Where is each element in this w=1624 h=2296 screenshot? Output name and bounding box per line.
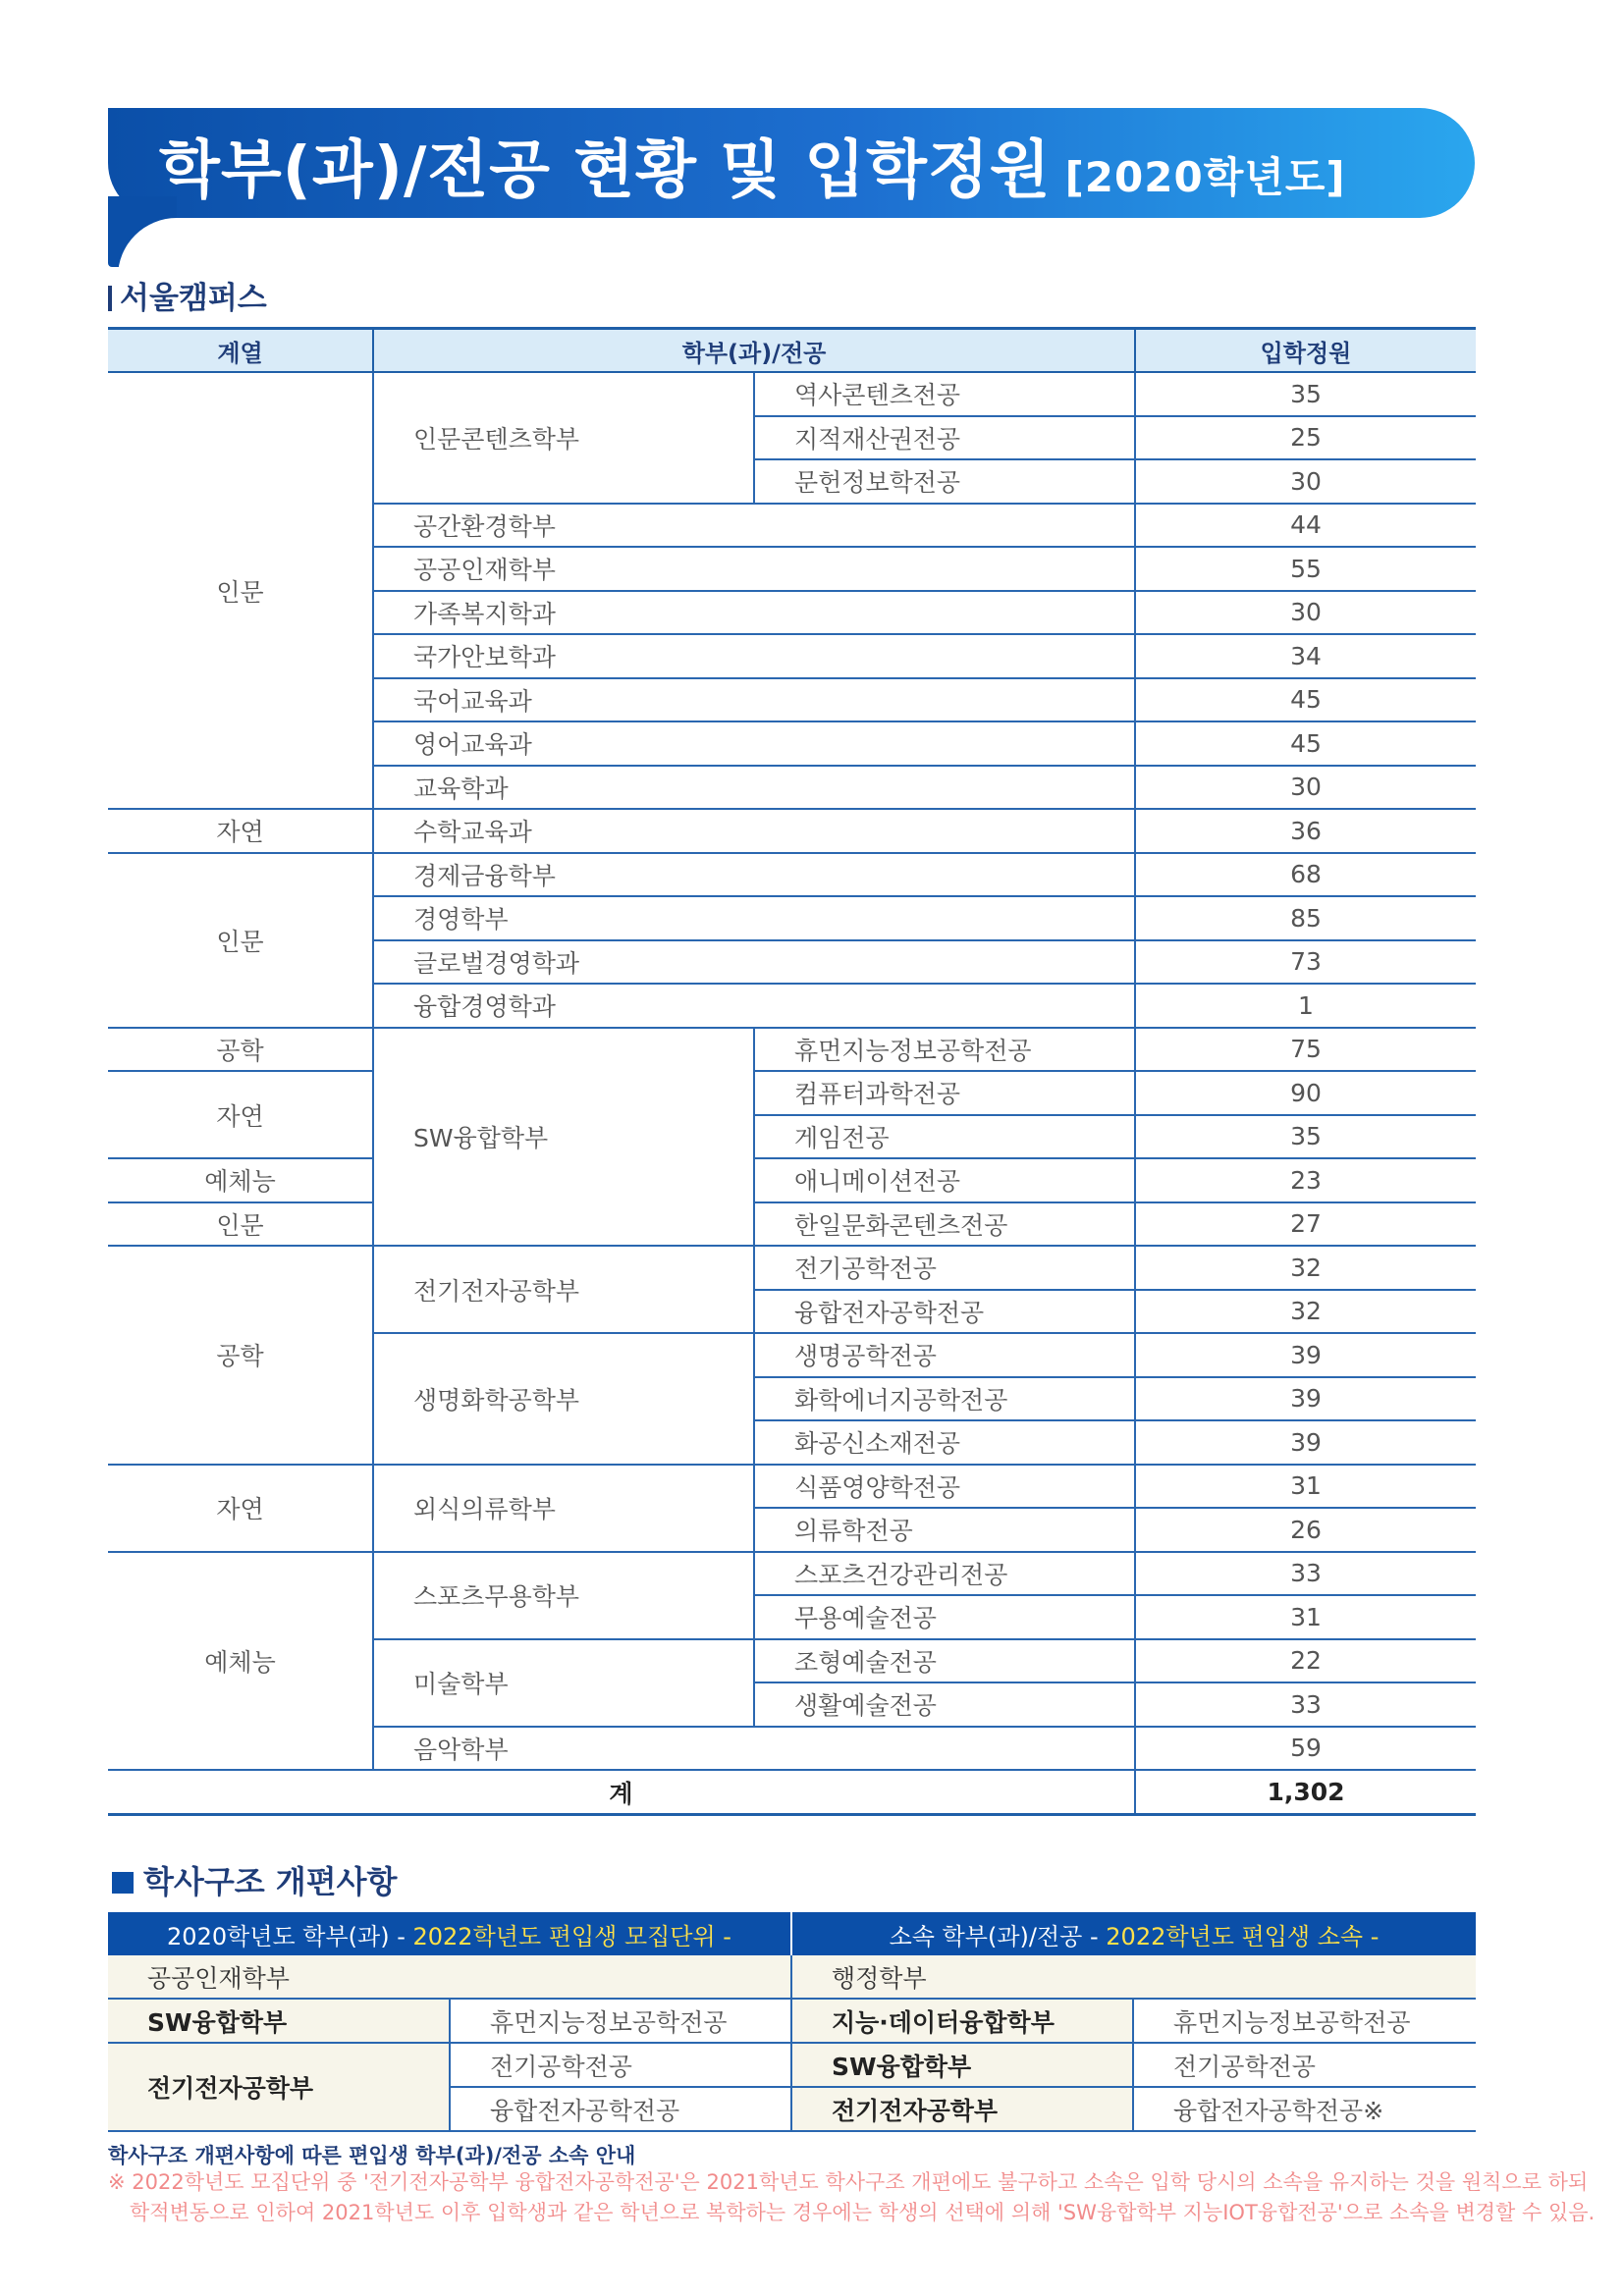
dept-cell: 글로벌경영학과: [373, 940, 1135, 985]
quota-cell: 31: [1135, 1465, 1476, 1509]
from-major-cell: 전기공학전공: [450, 2043, 791, 2087]
table-row: [108, 809, 1476, 853]
category-cell: 자연: [108, 1071, 373, 1158]
quota-cell: 30: [1135, 766, 1476, 810]
note-line: ※ 2022학년도 모집단위 중 '전기전자공학부 융합전자공학전공'은 2021학년도 학사구조 개편에도 불구하고 소속은 입학 당시의 소속을 유지하는 것을 원칙으로 하되: [108, 2170, 1589, 2194]
quota-cell: 85: [1135, 896, 1476, 940]
section-title-seoul: 서울캠퍼스: [108, 273, 267, 317]
dept-cell: 전기전자공학부: [373, 1246, 754, 1333]
to-dept-cell: SW융합학부: [791, 2043, 1133, 2087]
page-title-year: [2020학년도]: [1064, 153, 1346, 201]
table-row: [108, 1158, 1476, 1202]
reorg-header-to: 소속 학부(과)/전공 - 2022학년도 편입생 소속 -: [791, 1912, 1476, 1955]
section-title-reorg: 학사구조 개편사항: [112, 1857, 397, 1902]
category-cell: 인문: [108, 853, 373, 1028]
quota-cell: 39: [1135, 1333, 1476, 1377]
from-major-cell: 융합전자공학전공: [450, 2087, 791, 2131]
quota-cell: 44: [1135, 504, 1476, 548]
dept-cell: 공간환경학부: [373, 504, 1135, 548]
quota-cell: 45: [1135, 721, 1476, 766]
major-cell: 전기공학전공: [754, 1246, 1135, 1290]
to-dept-cell: 전기전자공학부: [791, 2087, 1133, 2131]
major-cell: 지적재산권전공: [754, 416, 1135, 460]
major-cell: 한일문화콘텐츠전공: [754, 1202, 1135, 1247]
dept-cell: 교육학과: [373, 766, 1135, 810]
dept-cell: 미술학부: [373, 1639, 754, 1727]
quota-cell: 26: [1135, 1508, 1476, 1552]
major-cell: 휴먼지능정보공학전공: [754, 1028, 1135, 1072]
table-row: [108, 372, 1476, 416]
table-row: [108, 1246, 1476, 1290]
square-bullet-icon: [112, 1872, 134, 1894]
dept-cell: 국어교육과: [373, 678, 1135, 722]
category-cell: 자연: [108, 809, 373, 853]
table-row: [108, 853, 1476, 897]
dept-cell: 국가안보학과: [373, 634, 1135, 678]
table-row: [108, 1465, 1476, 1509]
quota-cell: 90: [1135, 1071, 1476, 1115]
major-cell: 스포츠건강관리전공: [754, 1552, 1135, 1596]
table-row: [108, 1999, 1476, 2043]
major-cell: 융합전자공학전공: [754, 1290, 1135, 1334]
quota-cell: 23: [1135, 1158, 1476, 1202]
category-cell: 예체능: [108, 1158, 373, 1202]
reorg-header-from: 2020학년도 학부(과) - 2022학년도 편입생 모집단위 -: [108, 1912, 791, 1955]
quota-cell: 31: [1135, 1595, 1476, 1639]
major-cell: 애니메이션전공: [754, 1158, 1135, 1202]
dept-cell: 공공인재학부: [373, 547, 1135, 591]
category-cell: 공학: [108, 1028, 373, 1072]
quota-cell: 36: [1135, 809, 1476, 853]
quota-table: [108, 327, 1476, 1816]
to-major-cell: 융합전자공학전공※: [1133, 2087, 1476, 2131]
major-cell: 역사콘텐츠전공: [754, 372, 1135, 416]
to-major-cell: 휴먼지능정보공학전공: [1133, 1999, 1476, 2043]
page-title: 학부(과)/전공 현황 및 입학정원 [2020학년도]: [159, 134, 1346, 207]
quota-cell: 35: [1135, 1115, 1476, 1159]
table-header-row: [108, 329, 1476, 373]
quota-cell: 73: [1135, 940, 1476, 985]
to-major-cell: 전기공학전공: [1133, 2043, 1476, 2087]
category-cell: 예체능: [108, 1552, 373, 1771]
quota-cell: 25: [1135, 416, 1476, 460]
table-row: [108, 1028, 1476, 1072]
dept-cell: 경영학부: [373, 896, 1135, 940]
note-text: [108, 2167, 1596, 2228]
from-dept-cell: 전기전자공학부: [108, 2043, 450, 2131]
major-cell: 화학에너지공학전공: [754, 1377, 1135, 1421]
quota-cell: 27: [1135, 1202, 1476, 1247]
quota-cell: 30: [1135, 591, 1476, 635]
quota-cell: 55: [1135, 547, 1476, 591]
major-cell: 생활예술전공: [754, 1682, 1135, 1727]
quota-cell: 39: [1135, 1420, 1476, 1465]
category-cell: 공학: [108, 1246, 373, 1465]
from-dept-cell: 공공인재학부: [108, 1955, 791, 1999]
quota-cell: 30: [1135, 459, 1476, 504]
dept-cell: 생명화학공학부: [373, 1333, 754, 1465]
category-cell: 자연: [108, 1465, 373, 1552]
major-cell: 의류학전공: [754, 1508, 1135, 1552]
dept-cell: 융합경영학과: [373, 984, 1135, 1028]
major-cell: 문헌정보학전공: [754, 459, 1135, 504]
major-cell: 식품영양학전공: [754, 1465, 1135, 1509]
reorg-table: [108, 1912, 1476, 2132]
quota-cell: 59: [1135, 1727, 1476, 1771]
category-cell: 인문: [108, 1202, 373, 1247]
note-title: 학사구조 개편사항에 따른 편입생 학부(과)/전공 소속 안내: [108, 2144, 636, 2167]
dept-cell: 영어교육과: [373, 721, 1135, 766]
total-row: [108, 1770, 1476, 1815]
note-line: 학적변동으로 인하여 2021학년도 이후 입학생과 같은 학년으로 복학하는 경우에는 학생의 선택에 의해 'SW융합학부 지능IOT융합전공'으로 소속을 변경할 수 있음.: [130, 2201, 1596, 2224]
table-row: [108, 1955, 1476, 1999]
dept-cell: 외식의류학부: [373, 1465, 754, 1552]
table-row: [108, 1552, 1476, 1596]
dept-cell: SW융합학부: [373, 1028, 754, 1247]
quota-cell: 22: [1135, 1639, 1476, 1683]
total-label: 계: [108, 1770, 1135, 1815]
quota-cell: 33: [1135, 1682, 1476, 1727]
column-header-dept-major: 학부(과)/전공: [373, 329, 1135, 373]
quota-cell: 35: [1135, 372, 1476, 416]
major-cell: 게임전공: [754, 1115, 1135, 1159]
major-cell: 무용예술전공: [754, 1595, 1135, 1639]
quota-cell: 68: [1135, 853, 1476, 897]
to-dept-cell: 지능·데이터융합학부: [791, 1999, 1133, 2043]
quota-cell: 33: [1135, 1552, 1476, 1596]
dept-cell: 가족복지학과: [373, 591, 1135, 635]
from-dept-cell: SW융합학부: [108, 1999, 450, 2043]
quota-cell: 75: [1135, 1028, 1476, 1072]
quota-cell: 45: [1135, 678, 1476, 722]
dept-cell: 인문콘텐츠학부: [373, 372, 754, 504]
reorg-header-row: [108, 1912, 1476, 1955]
dept-cell: 경제금융학부: [373, 853, 1135, 897]
category-cell: 인문: [108, 372, 373, 809]
major-cell: 조형예술전공: [754, 1639, 1135, 1683]
table-row: [108, 1202, 1476, 1247]
dept-cell: 스포츠무용학부: [373, 1552, 754, 1639]
quota-cell: 32: [1135, 1246, 1476, 1290]
dept-cell: 음악학부: [373, 1727, 1135, 1771]
major-cell: 생명공학전공: [754, 1333, 1135, 1377]
major-cell: 화공신소재전공: [754, 1420, 1135, 1465]
table-row: [108, 2043, 1476, 2087]
from-major-cell: 휴먼지능정보공학전공: [450, 1999, 791, 2043]
column-header-category: 계열: [108, 329, 373, 373]
to-dept-cell: 행정학부: [791, 1955, 1476, 1999]
quota-cell: 32: [1135, 1290, 1476, 1334]
quota-cell: 39: [1135, 1377, 1476, 1421]
table-row: [108, 1071, 1476, 1115]
quota-cell: 1: [1135, 984, 1476, 1028]
dept-cell: 수학교육과: [373, 809, 1135, 853]
total-value: 1,302: [1135, 1770, 1476, 1815]
quota-cell: 34: [1135, 634, 1476, 678]
column-header-quota: 입학정원: [1135, 329, 1476, 373]
major-cell: 컴퓨터과학전공: [754, 1071, 1135, 1115]
